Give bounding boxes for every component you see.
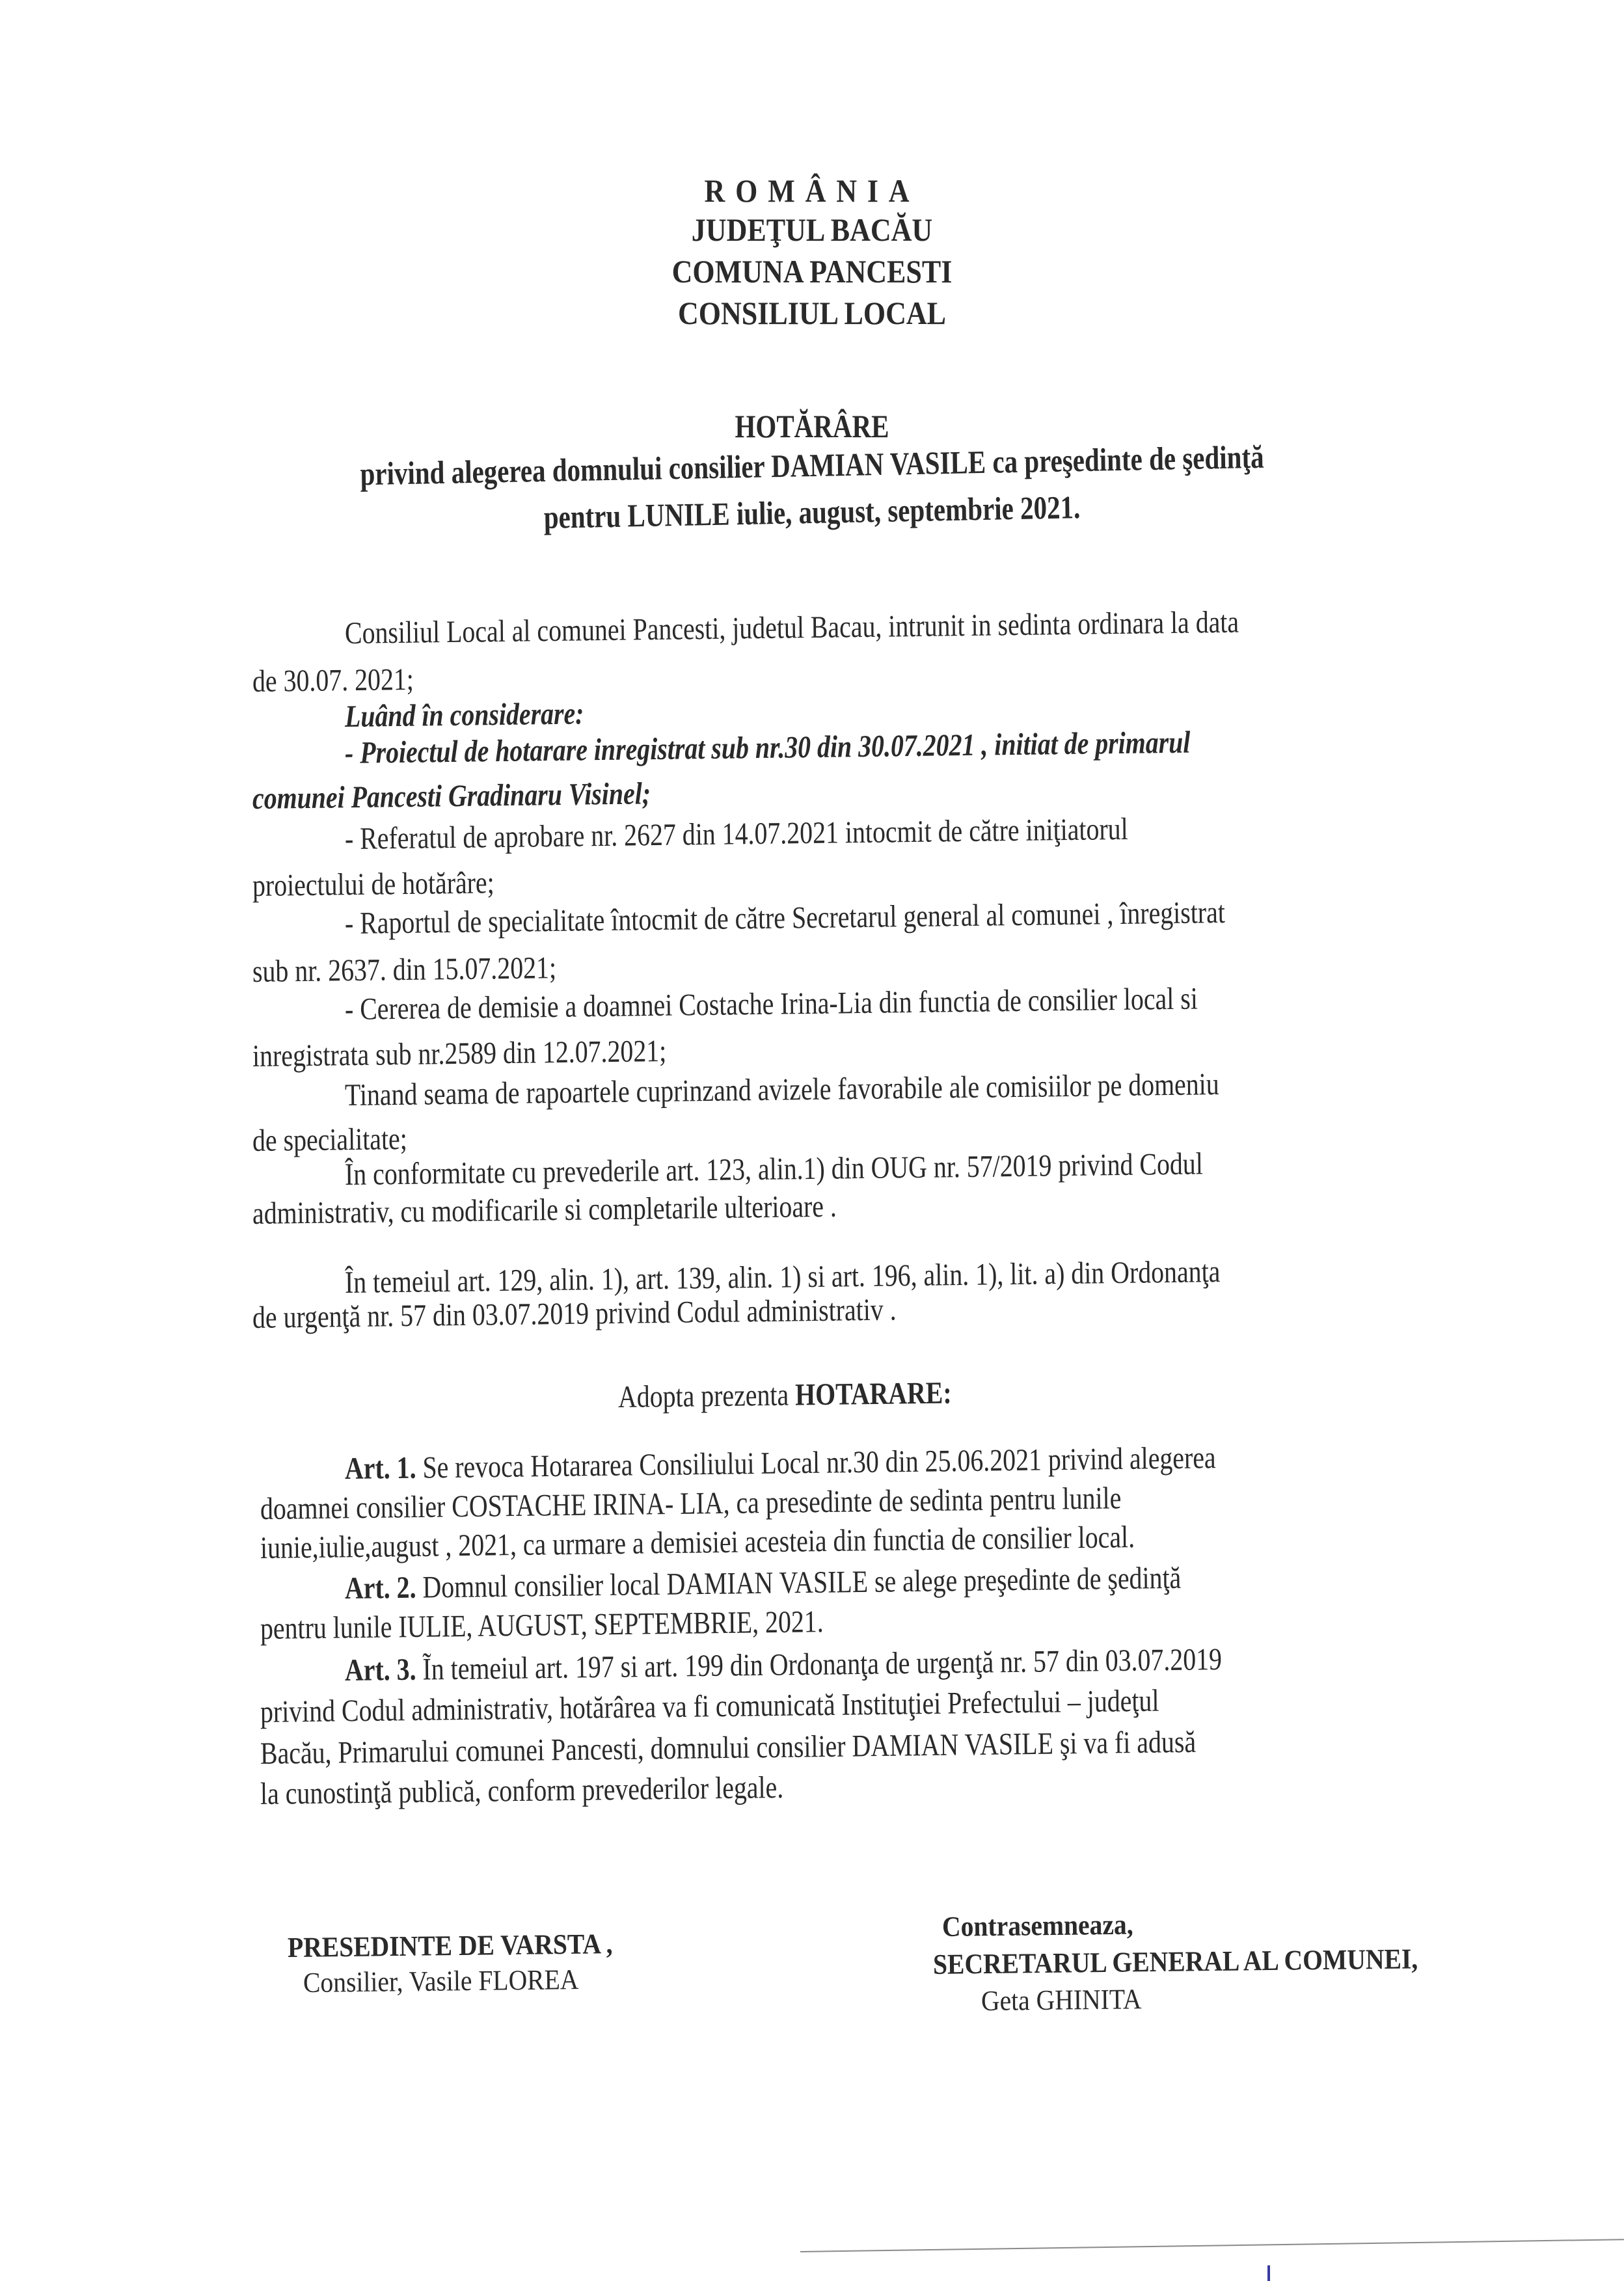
proiect-line2: comunei Pancesti Gradinaru Visinel;: [252, 776, 651, 816]
signature-right-title: SECRETARUL GENERAL AL COMUNEI,: [932, 1943, 1418, 1980]
article-2-label: Art. 2.: [344, 1570, 416, 1606]
tinand-line1: Tinand seama de rapoartele cuprinzand avizele favorabile ale comisiilor pe domeniu: [344, 1067, 1219, 1113]
intro-line2: de 30.07. 2021;: [252, 662, 414, 699]
temei-line2: de urgenţă nr. 57 din 03.07.2019 privind Codul administrativ .: [252, 1292, 897, 1335]
referat-line2: proiectului de hotărâre;: [252, 865, 494, 903]
article-1-line1: [345, 1440, 1216, 1487]
decision-subtitle-line2: pentru LUNILE iulie, august, septembrie 2021.: [543, 489, 1081, 535]
article-2-line1: [345, 1560, 1182, 1606]
conform-line2: administrativ, cu modificarile si completarile ulterioare .: [252, 1189, 837, 1231]
decision-subtitle-line1: privind alegerea domnului consilier DAMIAN VASILE ca preşedinte de şedinţă: [360, 438, 1264, 493]
article-1-text: Se revoca Hotararea Consiliului Local nr.30 din 25.06.2021 privind alegerea: [416, 1440, 1216, 1485]
article-2-text: Domnul consilier local DAMIAN VASILE se alege preşedinte de şedinţă: [416, 1560, 1182, 1605]
tinand-line2: de specialitate;: [252, 1122, 408, 1158]
signature-left-title: PRESEDINTE DE VARSTA ,: [287, 1928, 613, 1964]
proiect-line1: - Proiectul de hotarare inregistrat sub nr.30 din 30.07.2021 , initiat de primarul: [344, 725, 1191, 770]
cerere-line1: - Cererea de demisie a doamnei Costache Irina-Lia din functia de consilier local si: [344, 981, 1198, 1027]
signature-right-countersign: Contrasemneaza,: [941, 1908, 1133, 1943]
raport-line1: - Raportul de specialitate întocmit de către Secretarul general al comunei , înregistrat: [344, 895, 1226, 941]
header-county: JUDEŢUL BACĂU: [691, 211, 933, 248]
article-1-label: Art. 1.: [344, 1450, 416, 1486]
cerere-line2: inregistrata sub nr.2589 din 12.07.2021;: [252, 1033, 667, 1073]
header-country: ROMÂNIA: [704, 172, 920, 209]
raport-line2: sub nr. 2637. din 15.07.2021;: [252, 951, 557, 989]
header-commune: COMUNA PANCESTI: [671, 253, 953, 290]
signature-right-name: Geta GHINITA: [981, 1983, 1142, 2017]
article-3-text: Ĩn temeiul art. 197 si art. 199 din Ordonanţa de urgenţă nr. 57 din 03.07.2019: [416, 1641, 1223, 1687]
signature-left-name: Consilier, Vasile FLOREA: [303, 1964, 579, 1999]
article-2-line2: pentru lunile IULIE, AUGUST, SEPTEMBRIE, 2021.: [260, 1604, 824, 1646]
adopta-line: [618, 1375, 952, 1415]
adopta-hotarare: HOTARARE:: [794, 1375, 952, 1412]
scan-mark: [1267, 2265, 1270, 2281]
article-3-label: Art. 3.: [344, 1652, 416, 1688]
conform-line1: În conformitate cu prevederile art. 123, alin.1) din OUG nr. 57/2019 privind Codul: [344, 1146, 1204, 1192]
considering-label: Luând în considerare:: [344, 696, 584, 734]
article-1-line3: iunie,iulie,august , 2021, ca urmare a demisiei acesteia din functia de consilier local.: [260, 1520, 1135, 1565]
adopta-prefix: Adopta prezenta: [617, 1377, 796, 1414]
article-3-line3: Bacău, Primarului comunei Pancesti, domnului consilier DAMIAN VASILE şi va fi adusă: [260, 1724, 1197, 1771]
article-1-line2: doamnei consilier COSTACHE IRINA- LIA, ca presedinte de sedinta pentru lunile: [260, 1481, 1122, 1526]
article-3-line2: privind Codul administrativ, hotărârea va fi comunicată Instituţiei Prefectului – judeţul: [260, 1683, 1159, 1729]
temei-line1: În temeiul art. 129, alin. 1), art. 139, alin. 1) si art. 196, alin. 1), lit. a) din Ordonanţa: [344, 1254, 1221, 1300]
decision-title: HOTĂRÂRE: [735, 408, 889, 444]
scan-edge-line: [800, 2239, 1624, 2252]
article-3-line1: [345, 1641, 1222, 1688]
article-3-line4: la cunostinţă publică, conform prevederilor legale.: [260, 1770, 784, 1811]
referat-line1: - Referatul de aprobare nr. 2627 din 14.07.2021 intocmit de către iniţiatorul: [344, 811, 1128, 856]
intro-line1: Consiliul Local al comunei Pancesti, judetul Bacau, intrunit in sedinta ordinara la data: [344, 604, 1239, 651]
header-council: CONSILIUL LOCAL: [677, 295, 947, 331]
